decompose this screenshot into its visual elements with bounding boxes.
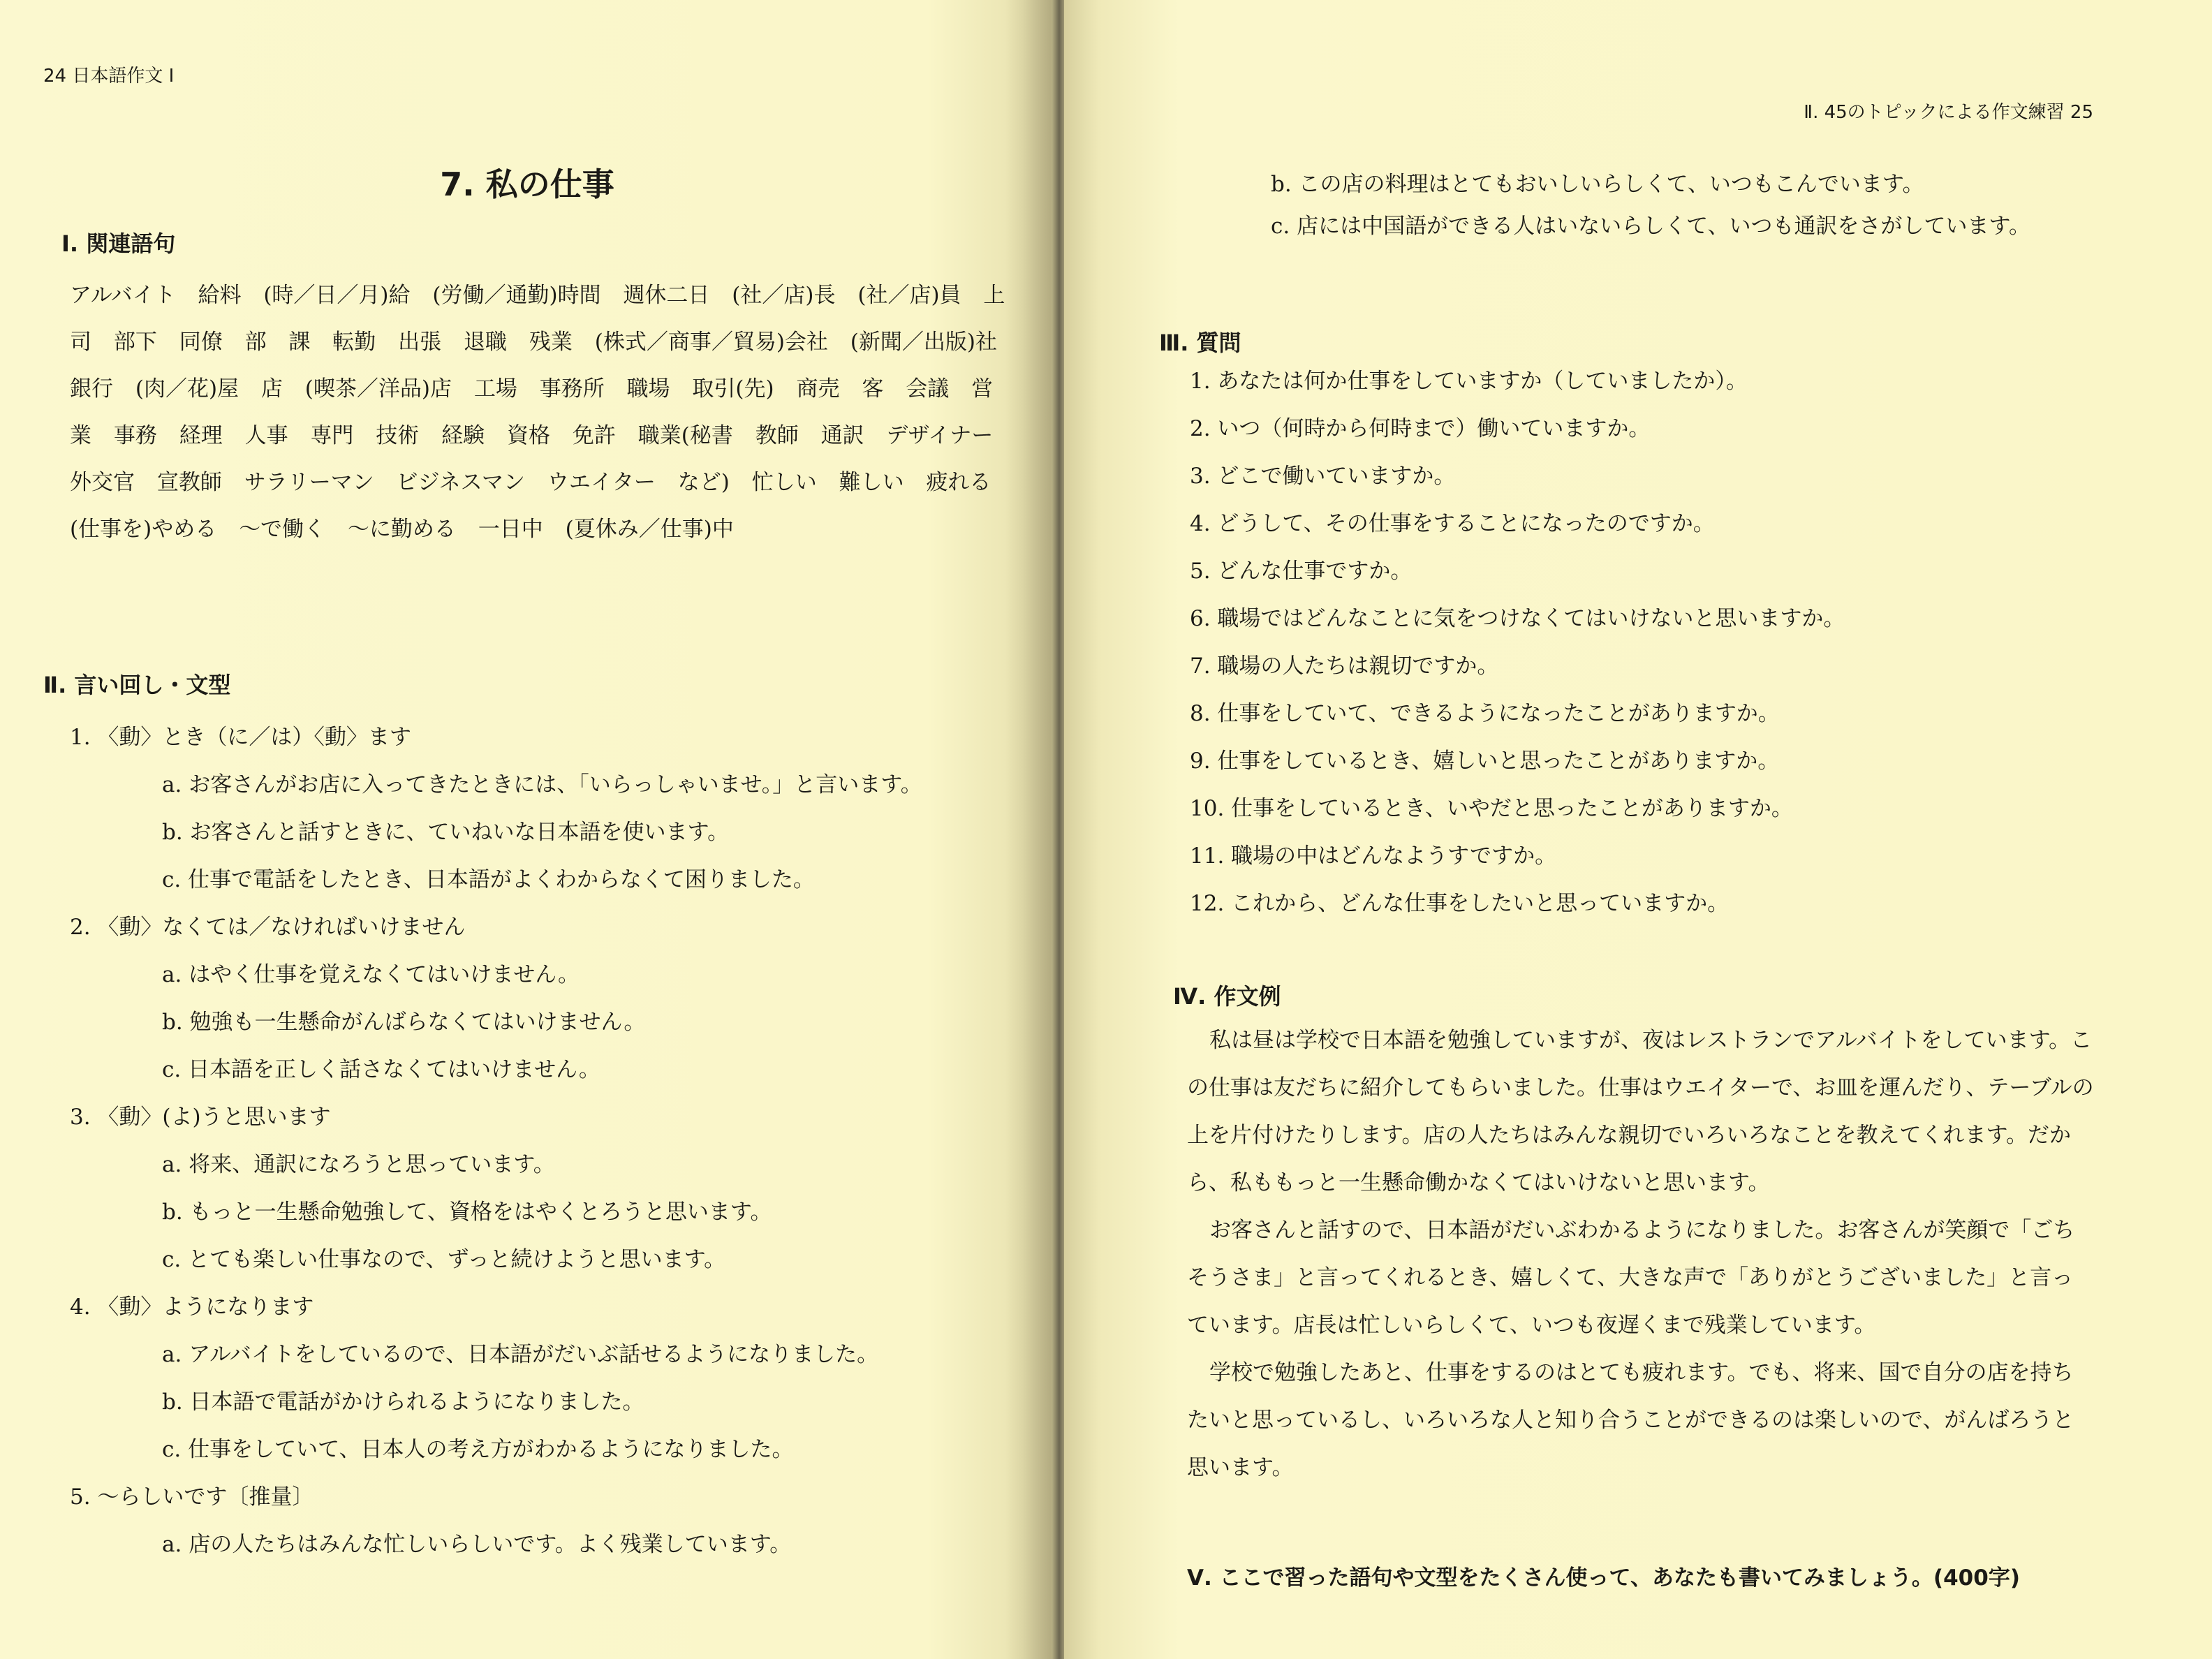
vocab-word: ビジネスマン: [396, 470, 526, 495]
section-writing-task: Ⅴ. ここで習った語句や文型をたくさん使って、あなたも書いてみましょう。(400字): [1187, 1565, 2020, 1591]
vocab-word: ウエイター: [547, 470, 656, 495]
vocab-word: 部下: [113, 330, 157, 355]
vocab-word: 出張: [398, 330, 442, 355]
vocab-word: 経理: [179, 423, 223, 448]
vocab-word: 通訳: [820, 423, 864, 448]
pattern-5-item-c: c. 店には中国語ができる人はいないらしくて、いつも通訳をさがしています。: [1271, 214, 2030, 239]
vocab-word: アルバイト: [70, 283, 176, 308]
pattern-heading: 4. 〈動〉ようになります: [70, 1295, 314, 1320]
pattern-heading: 2. 〈動〉なくては／なければいけません: [70, 915, 466, 940]
vocab-word: (新聞／出版)社: [850, 330, 997, 355]
vocab-word: 職場: [626, 376, 670, 401]
pattern-example: c. 日本語を正しく話さなくてはいけません。: [162, 1057, 600, 1082]
vocab-word: 外交官: [70, 470, 135, 495]
left-page-header: 24 日本語作文 Ⅰ: [43, 66, 175, 87]
question-item: 7. 職場の人たちは親切ですか。: [1190, 654, 1499, 679]
vocab-word: 事務所: [539, 376, 605, 401]
vocab-word: デザイナー: [886, 423, 994, 448]
section-expressions: Ⅱ. 言い回し・文型: [43, 672, 231, 698]
vocab-word: (夏休み／仕事)中: [565, 517, 734, 542]
pattern-heading: 5. 〜らしいです〔推量〕: [70, 1484, 314, 1510]
vocab-word: 週休二日: [623, 283, 710, 308]
vocab-word: 専門: [310, 423, 354, 448]
pattern-heading: 1. 〈動〉とき（に／は）〈動〉ます: [70, 725, 411, 750]
vocab-word: 店: [260, 376, 283, 401]
vocab-word: 忙しい: [751, 470, 817, 495]
vocab-word: など): [677, 470, 730, 495]
pattern-example: a. 将来、通訳になろうと思っています。: [162, 1152, 555, 1177]
vocab-word: サラリーマン: [244, 470, 374, 495]
vocab-word: 一日中: [478, 517, 543, 542]
vocab-word: 宣教師: [156, 470, 222, 495]
essay-paragraph: お客さんと話すので、日本語がだいぶわかるようになりました。お客さんが笑顔で「ごちそうさま」と言ってくれるとき、嬉しくて、大きな声で「ありがとうございました」と言っています。店長は忙しいらしくて、いつも夜遅くまで残業しています。: [1187, 1218, 2075, 1338]
vocab-word: (社／店)長: [732, 283, 836, 308]
vocab-word: 教師: [755, 423, 799, 448]
essay-example: [1187, 1017, 2095, 1491]
question-item: 1. あなたは何か仕事をしていますか（していましたか）。: [1190, 369, 1748, 394]
question-item: 3. どこで働いていますか。: [1190, 464, 1456, 489]
vocab-word: 上司: [70, 283, 1005, 355]
section-related-words: Ⅰ. 関連語句: [61, 230, 176, 257]
section-questions: Ⅲ. 質問: [1159, 330, 1241, 356]
pattern-example: b. 日本語で電話がかけられるようになりました。: [162, 1389, 644, 1415]
pattern-example: a. 店の人たちはみんな忙しいらしいです。よく残業しています。: [162, 1532, 792, 1557]
vocab-word: 会議: [906, 376, 950, 401]
vocab-word: (労働／通勤)時間: [432, 283, 601, 308]
question-item: 5. どんな仕事ですか。: [1190, 559, 1413, 584]
vocab-word: 課: [288, 330, 311, 355]
pattern-example: c. 仕事をしていて、日本人の考え方がわかるようになりました。: [162, 1437, 794, 1462]
question-item: 10. 仕事をしているとき、いやだと思ったことがありますか。: [1190, 796, 1793, 821]
essay-paragraph: 学校で勉強したあと、仕事をするのはとても疲れます。でも、将来、国で自分の店を持ちたいと思っているし、いろいろな人と知り合うことができるのは楽しいので、がんばろうと思います。: [1187, 1360, 2074, 1480]
vocab-word: 取引(先): [692, 376, 774, 401]
vocab-word: 〜に勤める: [347, 517, 456, 542]
vocab-word: 免許: [572, 423, 616, 448]
vocab-word: 営業: [70, 376, 994, 448]
pattern-example: a. アルバイトをしているので、日本語がだいぶ話せるようになりました。: [162, 1342, 879, 1367]
vocab-word: 同僚: [179, 330, 223, 355]
essay-paragraph: 私は昼は学校で日本語を勉強していますが、夜はレストランでアルバイトをしています。この仕事は友だちに紹介してもらいました。仕事はウエイターで、お皿を運んだり、テーブルの上を片付けたりします。店の人たちはみんな親切でいろいろなことを教えてくれます。だから、私ももっと一生懸命働かなくてはいけないと思います。: [1187, 1028, 2094, 1195]
vocab-word: 疲れる: [926, 470, 991, 495]
vocab-list: [70, 272, 1012, 553]
vocab-word: 技術: [376, 423, 420, 448]
page-shadow: [1005, 0, 1054, 1659]
pattern-heading: 3. 〈動〉(よ)うと思います: [70, 1105, 331, 1130]
vocab-word: (株式／商事／貿易)会社: [594, 330, 828, 355]
question-item: 4. どうして、その仕事をすることになったのですか。: [1190, 511, 1715, 536]
pattern-example: a. はやく仕事を覚えなくてはいけません。: [162, 962, 580, 987]
vocab-word: 商売: [796, 376, 840, 401]
vocab-word: 経験: [441, 423, 485, 448]
section-essay-example: Ⅳ. 作文例: [1173, 983, 1281, 1010]
pattern-example: b. お客さんと話すときに、ていねいな日本語を使います。: [162, 820, 730, 845]
vocab-word: 退職: [464, 330, 508, 355]
chapter-title: 7. 私の仕事: [440, 165, 614, 203]
vocab-word: 人事: [244, 423, 288, 448]
vocab-word: 給料: [198, 283, 242, 308]
question-item: 11. 職場の中はどんなようすですか。: [1190, 843, 1557, 869]
vocab-word: 残業: [529, 330, 573, 355]
vocab-word: 客: [862, 376, 884, 401]
vocab-word: 部: [244, 330, 267, 355]
question-item: 12. これから、どんな仕事をしたいと思っていますか。: [1190, 891, 1730, 916]
vocab-word: 事務: [113, 423, 157, 448]
pattern-5-item-b: b. この店の料理はとてもおいしいらしくて、いつもこんでいます。: [1271, 172, 1924, 197]
vocab-word: 難しい: [839, 470, 904, 495]
question-item: 9. 仕事をしているとき、嬉しいと思ったことがありますか。: [1190, 749, 1780, 774]
question-item: 6. 職場ではどんなことに気をつけなくてはいけないと思いますか。: [1190, 606, 1845, 631]
vocab-word: 転勤: [332, 330, 376, 355]
vocab-word: 職業(秘書: [637, 423, 733, 448]
vocab-word: (喫茶／洋品)店: [304, 376, 452, 401]
vocab-word: 資格: [507, 423, 551, 448]
vocab-word: (社／店)員: [857, 283, 961, 308]
vocab-word: (仕事を)やめる: [70, 517, 217, 542]
pattern-example: c. とても楽しい仕事なので、ずっと続けようと思います。: [162, 1247, 726, 1272]
vocab-word: 銀行: [70, 376, 113, 401]
left-page: [0, 0, 1054, 1659]
vocab-word: (肉／花)屋: [135, 376, 239, 401]
pattern-example: c. 仕事で電話をしたとき、日本語がよくわからなくて困りました。: [162, 867, 815, 892]
pattern-example: b. もっと一生懸命勉強して、資格をはやくとろうと思います。: [162, 1200, 772, 1225]
pattern-example: a. お客さんがお店に入ってきたときには、「いらっしゃいませ。」と言います。: [162, 772, 922, 797]
vocab-word: 〜で働く: [239, 517, 326, 542]
vocab-word: 工場: [473, 376, 517, 401]
right-page-header: Ⅱ. 45のトピックによる作文練習 25: [1804, 102, 2093, 123]
vocab-word: (時／日／月)給: [263, 283, 411, 308]
pattern-example: b. 勉強も一生懸命がんばらなくてはいけません。: [162, 1010, 646, 1035]
question-item: 8. 仕事をしていて、できるようになったことがありますか。: [1190, 701, 1780, 726]
question-item: 2. いつ（何時から何時まで）働いていますか。: [1190, 416, 1651, 441]
